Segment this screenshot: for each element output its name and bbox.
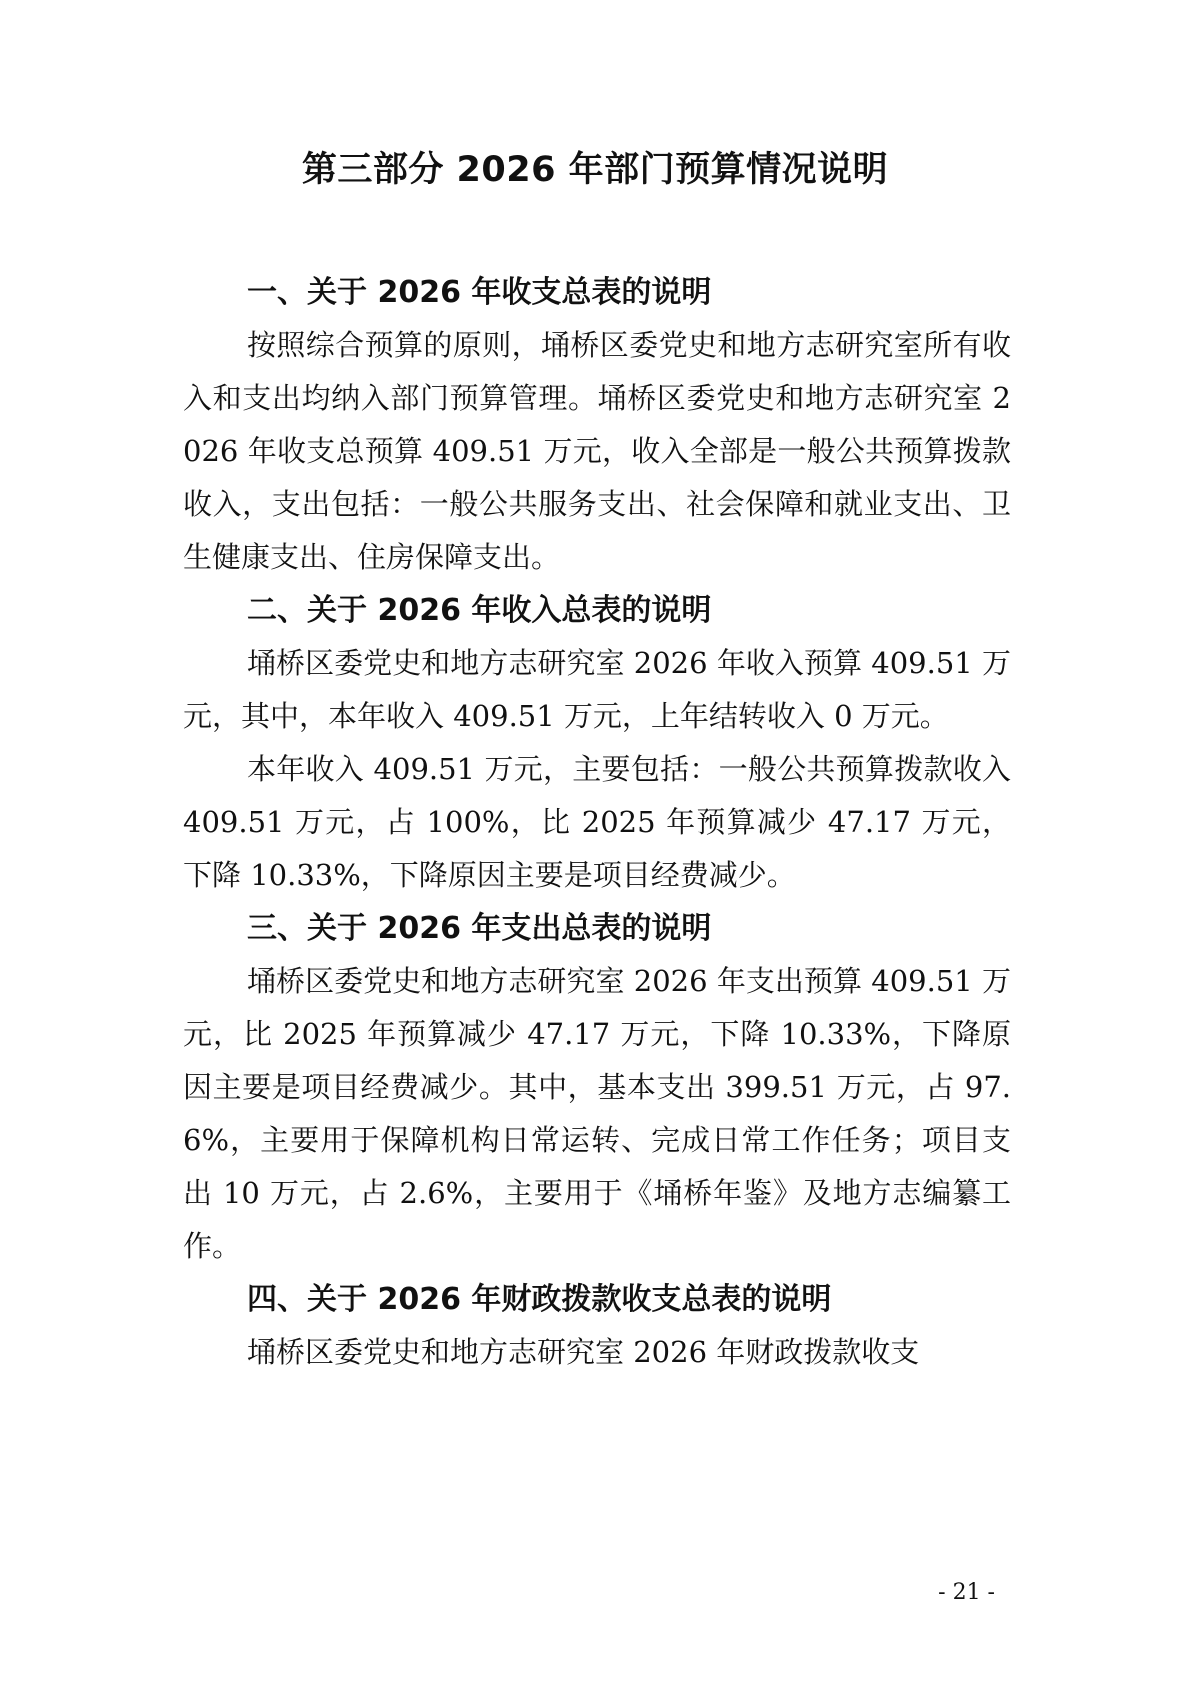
section-fiscal-appropriation-summary bbox=[183, 1273, 1011, 1379]
paragraph: 按照综合预算的原则，埇桥区委党史和地方志研究室所有收入和支出均纳入部门预算管理。埇桥区委党史和地方志研究室 2026 年收支总预算 409.51 万元，收入全部是一般公共预算拨款收入，支出包括：一般公共服务支出、社会保障和就业支出、卫生健康支出、住房保障支出。 bbox=[183, 328, 1011, 574]
page-title: 第三部分 2026 年部门预算情况说明 bbox=[301, 150, 889, 190]
paragraph: 埇桥区委党史和地方志研究室 2026 年收入预算 409.51 万元，其中，本年收入 409.51 万元，上年结转收入 0 万元。 bbox=[183, 646, 1011, 733]
paragraph: 埇桥区委党史和地方志研究室 2026 年财政拨款收支 bbox=[247, 1335, 920, 1369]
section-heading: 二、关于 2026 年收入总表的说明 bbox=[247, 593, 712, 628]
section-heading: 三、关于 2026 年支出总表的说明 bbox=[247, 911, 712, 946]
section-income-expense-summary bbox=[183, 266, 1011, 584]
section-heading: 四、关于 2026 年财政拨款收支总表的说明 bbox=[247, 1282, 832, 1317]
section-income-summary bbox=[183, 584, 1011, 902]
section-heading: 一、关于 2026 年收支总表的说明 bbox=[247, 275, 712, 310]
section-expense-summary bbox=[183, 902, 1011, 1273]
document-body bbox=[183, 266, 1011, 1379]
page-number: - 21 - bbox=[938, 1580, 995, 1605]
paragraph: 本年收入 409.51 万元，主要包括：一般公共预算拨款收入 409.51 万元，占 100%，比 2025 年预算减少 47.17 万元，下降 10.33%，下降原因主要是项目经费减少。 bbox=[183, 752, 1011, 892]
paragraph: 埇桥区委党史和地方志研究室 2026 年支出预算 409.51 万元，比 2025 年预算减少 47.17 万元，下降 10.33%，下降原因主要是项目经费减少。其中，基本支出 399.51 万元，占 97.6%，主要用于保障机构日常运转、完成日常工作任务；项目支出 10 万元，占 2.6%，主要用于《埇桥年鉴》及地方志编纂工作。 bbox=[183, 964, 1011, 1263]
